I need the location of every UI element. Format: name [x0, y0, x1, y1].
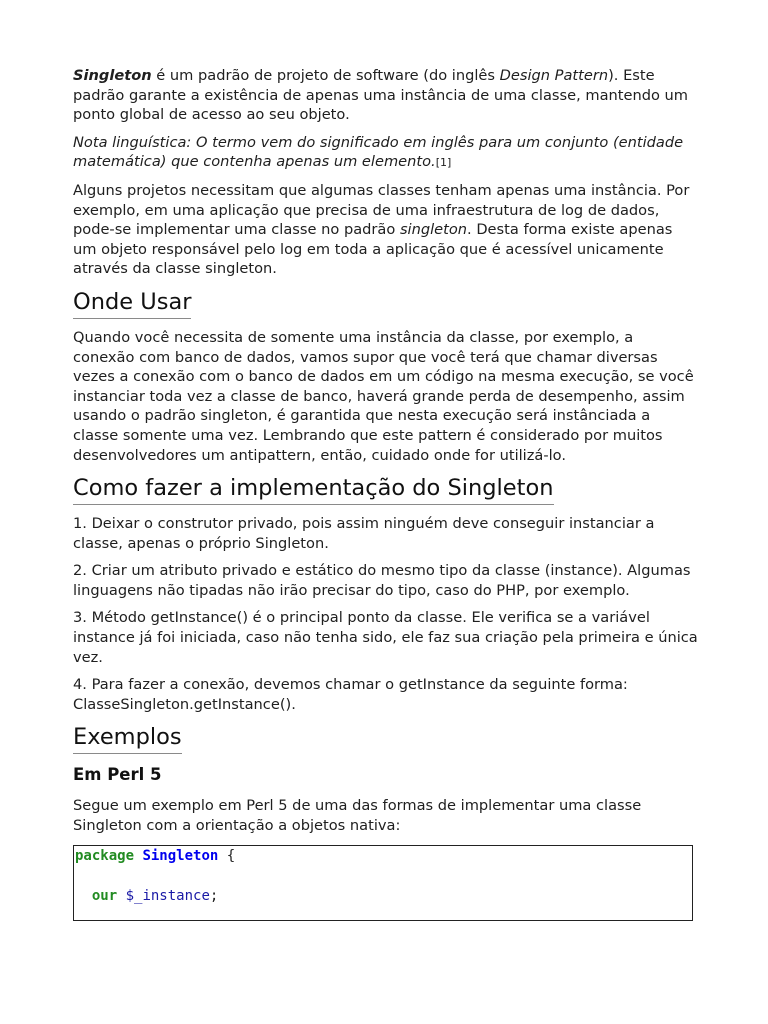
code-keyword-our: our	[91, 887, 118, 904]
step-1: 1. Deixar o construtor privado, pois assim ninguém deve conseguir instanciar a classe, apenas o próprio Singleton.	[73, 515, 655, 552]
code-line-3	[75, 886, 692, 906]
step-2: 2. Criar um atributo privado e estático do mesmo tipo da classe (instance). Algumas linguagens não tipadas não irão precisar do tipo, caso do PHP, por exemplo.	[73, 562, 691, 599]
intro-paragraph	[73, 66, 698, 125]
code-package-name: Singleton	[142, 847, 219, 864]
code-open-brace: {	[218, 847, 236, 864]
code-blank-line	[75, 866, 692, 886]
subsection-perl5	[73, 764, 698, 786]
note-text: Nota linguística: O termo vem do significado em inglês para um conjunto (entidade matemática) que contenha apenas um elemento.	[73, 133, 684, 171]
step-3: 3. Método getInstance() é o principal ponto da classe. Ele verifica se a variável instance já foi iniciada, caso não tenha sido, ele faz sua criação pela primeira e única vez.	[73, 609, 698, 666]
heading-em-perl-5: Em Perl 5	[73, 765, 162, 785]
heading-onde-usar: Onde Usar	[73, 288, 191, 319]
footnote-ref[interactable]: [1]	[435, 156, 452, 170]
code-semicolon: ;	[209, 887, 219, 904]
intro-term: Singleton	[73, 67, 152, 84]
code-keyword-package: package	[75, 847, 135, 864]
section-exemplos	[73, 723, 698, 754]
code-variable-instance: $_instance	[125, 887, 210, 904]
section-onde-usar	[73, 288, 698, 319]
step-4: 4. Para fazer a conexão, devemos chamar o getInstance da seguinte forma: ClasseSingleton.getInstance().	[73, 676, 628, 713]
para2-text-b: . Desta forma existe apenas um objeto responsável pelo log em toda a aplicação que é acessível unicamente através da classe singleton.	[73, 221, 673, 278]
heading-exemplos: Exemplos	[73, 723, 182, 754]
onde-usar-paragraph: Quando você necessita de somente uma instância da classe, por exemplo, a conexão com banco de dados, vamos supor que você terá que chamar diversas vezes a conexão com o banco de dados em um código na mesma execução, se você instanciar toda vez a classe de banco, haverá grande perda de desempenho, assim usando o padrão singleton, é garantida que nesta execução será instânciada a classe somente uma vez. Lembrando que este pattern é considerado por muitos desenvolvedores um antipattern, então, cuidado onde for utilizá-lo.	[73, 328, 694, 464]
exemplos-paragraph: Segue um exemplo em Perl 5 de uma das formas de implementar uma classe Singleton com a orientação a objetos nativa:	[73, 797, 642, 835]
code-line-1	[75, 846, 692, 866]
intro-text-b: ). Este padrão garante a existência de apenas uma instância de uma classe, mantendo um ponto global de acesso ao seu objeto.	[73, 67, 689, 124]
perl-code-block[interactable]	[73, 845, 693, 921]
para2-term: singleton	[399, 221, 468, 239]
linguistic-note	[73, 133, 698, 173]
intro-design-pattern: Design Pattern	[499, 67, 609, 84]
para2-text-a: Alguns projetos necessitam que algumas classes tenham apenas uma instância. Por exemplo, em uma aplicação que precisa de uma infraestrutura de log de dados, pode-se implementar uma classe no padrão	[73, 181, 690, 239]
code-indent	[75, 888, 92, 904]
intro-text-a: é um padrão de projeto de software (do inglês	[151, 67, 500, 84]
heading-como-fazer: Como fazer a implementação do Singleton	[73, 474, 554, 505]
article-body	[73, 66, 698, 921]
logging-paragraph	[73, 181, 698, 279]
section-como-fazer	[73, 474, 698, 505]
